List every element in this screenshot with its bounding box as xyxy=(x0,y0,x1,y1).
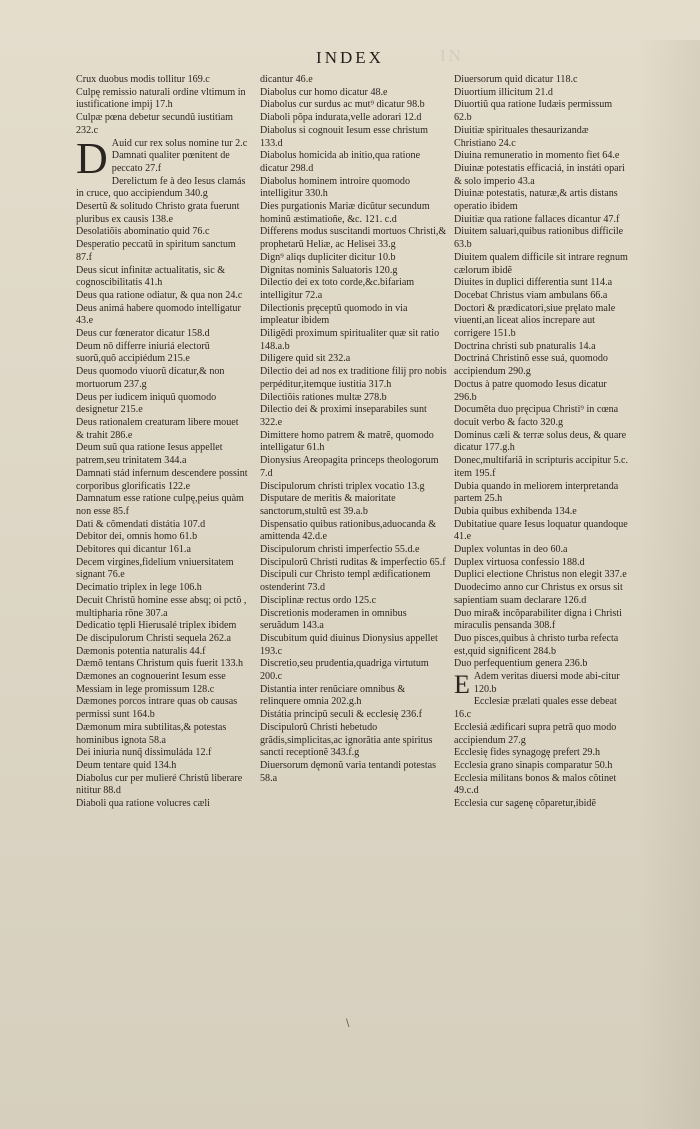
index-entry-text: Deum tentare quid 134.h xyxy=(76,759,177,771)
index-entry xyxy=(260,303,448,328)
index-entry-text: Desperatio peccatũ in spiritum sanctum 87.f xyxy=(76,239,236,263)
index-entry xyxy=(260,226,448,251)
index-entry-text: Auid cur rex solus nomine tur 2.c xyxy=(111,137,248,149)
index-entry-text: Dæmonis potentia naturalis 44.f xyxy=(76,645,206,657)
index-entry-text: Diuitem saluari,quibus rationibus difficile 63.b xyxy=(454,226,624,251)
bleed-through-title: IN xyxy=(440,46,464,65)
index-entry xyxy=(76,493,248,518)
index-entry xyxy=(260,277,448,302)
index-entry xyxy=(260,392,448,405)
index-entry-text: Duo perfequentium genera 236.b xyxy=(454,658,588,670)
index-entry xyxy=(260,201,448,226)
index-entry-text: Duplex voluntas in deo 60.a xyxy=(454,544,568,556)
index-entry xyxy=(260,569,448,594)
index-entry xyxy=(76,341,248,366)
index-entry-text: Culpæ pœna debetur secundũ iustitiam 232.c xyxy=(76,112,233,136)
index-entry xyxy=(454,773,630,798)
index-entry-text: Dionysius Areopagita princeps theologorum 7.d xyxy=(260,455,439,479)
index-entry xyxy=(260,353,448,366)
index-entry-text: Distantia inter renũciare omnibus & relinquere omnia 202.g.h xyxy=(260,683,406,708)
index-entry xyxy=(454,226,630,251)
index-entry-text: Dignitas nominis Saluatoris 120.g xyxy=(260,264,398,276)
index-entry-text: Deus sicut infinitæ actualitatis, sic & cognoscibilitatis 41.h xyxy=(76,264,226,289)
index-entry xyxy=(260,544,448,557)
index-entry xyxy=(454,290,630,303)
page-title: INDEX xyxy=(316,48,384,67)
index-entry-text: Damnati qualiter pœnitent de peccato 27.f xyxy=(111,150,230,174)
index-entry-text: Diabolus cur homo dicatur 48.e xyxy=(260,86,388,98)
index-entry-text: Deus per iudicem iniquũ quomodo designetur 215.e xyxy=(76,391,217,416)
index-entry xyxy=(260,519,448,544)
index-entry-text: Desertũ & solitudo Christo grata fuerunt pluribus ex causis 138.e xyxy=(76,201,240,225)
index-entry xyxy=(260,760,448,785)
index-entry-text: Discretionis moderamen in omnibus seruãdum 143.a xyxy=(260,607,407,632)
index-entry-text: Deus qua ratione odiatur, & qua non 24.c xyxy=(76,289,243,301)
index-entry-text: Doctori & prædicatori,siue pręlato male viuenti,an liceat alios increpare aut corrigere 151.b xyxy=(454,302,616,340)
index-entry-text: Dei iniuria nunq̃ dissimuláda 12.f xyxy=(76,747,212,759)
index-entry-text: Distátia principũ seculi & ecclesię 236.f xyxy=(260,709,423,721)
index-entry-text: Derelictum fe à deo Iesus clamás in cruce, quo accipiendum 340.g xyxy=(76,175,246,200)
index-entry xyxy=(76,442,248,467)
index-entry-text: Dedicatio tępli Hierusalé triplex ibidem xyxy=(76,620,237,632)
index-entry xyxy=(260,608,448,633)
index-entry-text: Dies purgationis Mariæ dicũtur secundum hominũ æstimatioñe, &c. 121. c.d xyxy=(260,201,430,225)
index-entry xyxy=(260,430,448,455)
index-entry xyxy=(454,760,630,773)
index-entry-text: Dubia quando in meliorem interpretanda partem 25.h xyxy=(454,480,619,505)
index-entry xyxy=(454,696,630,721)
index-entry xyxy=(76,392,248,417)
index-entry-text: Diuinæ potestatis efficaciá, in instáti opari & solo imperio 43.a xyxy=(454,162,625,187)
index-entry xyxy=(76,658,248,671)
index-entry xyxy=(76,265,248,290)
dropcap-d: D xyxy=(76,133,108,183)
index-entry-text: Diabolus homicida ab initio,qua ratione dicatur 298.d xyxy=(260,150,421,174)
index-entry xyxy=(260,684,448,709)
index-entry-text: Diabolus hominem introire quomodo intelligitur 330.h xyxy=(260,175,410,200)
index-entry xyxy=(454,99,630,124)
index-entry xyxy=(454,252,630,277)
index-entry-text: Dilectio dei ex toto corde,&c.bifariam intelligitur 72.a xyxy=(260,277,415,301)
index-entry xyxy=(260,74,448,87)
index-entry-text: Donec,multifariã in scripturis accipitur 5.c. item 195.f xyxy=(454,455,629,479)
index-entry xyxy=(454,506,630,519)
index-entry-text: De discipulorum Christi sequela 262.a xyxy=(76,632,232,644)
index-entry xyxy=(454,519,630,544)
index-entry-text: Diligere quid sit 232.a xyxy=(260,353,351,365)
index-entry-text: Discipuli cur Christo templ ædificationem ostenderint 73.d xyxy=(260,569,431,594)
index-entry xyxy=(260,404,448,429)
index-entry xyxy=(76,531,248,544)
index-entry xyxy=(76,519,248,532)
index-entry xyxy=(260,557,448,570)
index-entry xyxy=(454,150,630,163)
index-entry-text: Diuersorum dęmonũ varia tentandi potestas 58.a xyxy=(260,759,437,784)
index-entry xyxy=(260,252,448,265)
index-entry-text: Disputare de meritis & maioritate sanctorum,stultũ est 39.a.b xyxy=(260,493,396,517)
index-entry-text: Debitores qui dicantur 161.a xyxy=(76,544,191,556)
index-entry-text: Documẽta duo pręcipua Christi⁹ in cœna docuit verbo & facto 320.g xyxy=(454,404,619,428)
index-entry xyxy=(454,582,630,607)
index-entry-text: Dæmones an cognouerint Iesum esse Messiam in lege promissum 128.c xyxy=(76,671,226,695)
index-entry xyxy=(76,773,248,798)
index-entry xyxy=(454,633,630,658)
index-entry-text: Duodecimo anno cur Christus ex orsus sit sapientiam suam declarare 126.d xyxy=(454,582,623,606)
index-entry xyxy=(76,696,248,721)
index-entry-text: Dati & cõmendati distátia 107.d xyxy=(76,518,206,530)
index-entry xyxy=(260,265,448,278)
index-entry-text: Disciplinæ rectus ordo 125.c xyxy=(260,594,377,606)
index-entry xyxy=(76,239,248,264)
index-entry-text: Duo mira& incõparabiliter digna i Christi miraculis pensanda 308.f xyxy=(454,607,622,632)
index-entry xyxy=(76,201,248,226)
index-entry xyxy=(76,760,248,773)
index-entry-text: Diligẽdi proximum spiritualiter quæ sit ratio 148.a.b xyxy=(260,328,440,352)
index-entry-text: Diabolus cur per mulieré Christũ liberare nititur 88.d xyxy=(76,772,243,797)
index-entry-text: Dubia quibus exhibenda 134.e xyxy=(454,505,577,517)
index-entry-text: Decuit Christũ homine esse absq; oi pctõ , multipharia rõne 307.a xyxy=(76,594,247,619)
index-entry xyxy=(76,747,248,760)
index-entry-text: Deus rationalem creaturam libere mouet & trahit 286.e xyxy=(76,416,239,441)
index-entry xyxy=(76,417,248,442)
index-entry xyxy=(454,722,630,747)
index-entry-text: Ecclesiæ prælati quales esse debeat 16.c xyxy=(454,696,617,721)
index-entry-text: Discipulorum christi imperfectio 55.d.e xyxy=(260,544,420,556)
index-entry-text: Diuites in duplici differentia sunt 114.a xyxy=(454,277,613,289)
index-entry xyxy=(454,353,630,378)
page-gutter-shadow xyxy=(638,40,700,1129)
index-entry-text: Damnati stád infernum descendere possint corporibus glorificatis 122.e xyxy=(76,467,248,492)
index-entry-text: Diuitiæ qua ratione fallaces dicantur 47.f xyxy=(454,213,620,225)
index-entry-text: Diuinæ potestatis, naturæ,& artis distans operatio ibidem xyxy=(454,188,618,213)
index-entry-text: Doctrina christi sub pnaturalis 14.a xyxy=(454,340,596,352)
index-entry-text: Diuortiũ qua ratione Iudæis permissum 62.b xyxy=(454,99,613,124)
index-entry xyxy=(454,658,630,671)
footer-mark: \ xyxy=(346,1018,350,1029)
index-entry-text: Ecclesia militans bonos & malos cõtinet 49.c.d xyxy=(454,772,617,797)
index-entry xyxy=(76,557,248,582)
index-entry xyxy=(260,658,448,683)
dropcap-e: E xyxy=(454,670,470,700)
index-entry-text: Dominus cæli & terræ solus deus, & quare dicatur 177.g.h xyxy=(454,429,627,454)
index-entry-text: Deum suũ qua ratione Iesus appellet patrem,seu trinitatem 344.a xyxy=(76,442,223,467)
index-entry xyxy=(76,633,248,646)
index-entry xyxy=(76,226,248,239)
index-entry xyxy=(260,481,448,494)
index-entry-text: Desolatiõis abominatio quid 76.c xyxy=(76,226,210,238)
index-entry-text: Diuortium illicitum 21.d xyxy=(454,86,553,98)
index-entry xyxy=(76,646,248,659)
index-entry xyxy=(76,468,248,493)
index-entry xyxy=(260,99,448,112)
index-entry-text: Discipulorum christi triplex vocatio 13.g xyxy=(260,480,425,492)
index-entry-text: Diabolus si cognouit Iesum esse christum 133.d xyxy=(260,124,428,149)
index-entry-text: Dign⁹ aliqs dupliciter dicitur 10.b xyxy=(260,251,396,263)
index-entry xyxy=(454,430,630,455)
index-entry-text: Duplici electione Christus non elegit 337.e xyxy=(454,569,627,581)
index-entry xyxy=(454,544,630,557)
index-entry xyxy=(260,112,448,125)
index-entry-text: Damnatum esse ratione culpę,peius quàm non esse 85.f xyxy=(76,493,244,517)
index-entry xyxy=(260,493,448,518)
index-entry xyxy=(260,595,448,608)
index-entry-text: Docebat Christus viam ambulans 66.a xyxy=(454,289,608,301)
index-entry-text: Dæmones porcos intrare quas ob causas permissi sunt 164.b xyxy=(76,696,238,721)
index-entry xyxy=(454,798,630,811)
index-entry xyxy=(260,87,448,100)
index-entry-text: Decimatio triplex in lege 106.h xyxy=(76,582,202,594)
index-entry xyxy=(76,74,248,87)
index-entry xyxy=(454,455,630,480)
index-entry-text: Debitor dei, omnis homo 61.b xyxy=(76,531,198,543)
index-entry-text: Dæmonum mira subtilitas,& potestas hominibus ignota 58.a xyxy=(76,721,227,746)
index-entry-text: Doctus à patre quomodo Iesus dicatur 296.b xyxy=(454,378,607,403)
index-entry xyxy=(454,277,630,290)
index-entry xyxy=(76,328,248,341)
index-entry xyxy=(454,608,630,633)
index-entry-text: Crux duobus modis tollitur 169.c xyxy=(76,74,210,85)
index-entry-text: Deus animá habere quomodo intelligatur 43.e xyxy=(76,302,241,327)
index-entry-text: Dubitatiue quare Iesus loquatur quandoque 41.e xyxy=(454,518,628,543)
index-entry-text: Dilectio dei & proximi inseparabiles sunt 322.e xyxy=(260,404,427,428)
index-entry-text: Dispensatio quibus rationibus,aduocanda & amittenda 42.d.e xyxy=(260,518,437,543)
index-entry xyxy=(454,670,630,700)
index-entry xyxy=(454,125,630,150)
index-entry-text: Duo pisces,quibus à christo turba refecta est,quid significent 284.b xyxy=(454,632,619,657)
index-entry xyxy=(76,582,248,595)
index-entry xyxy=(260,722,448,760)
index-entry-text: Diaboli põpa indurata,velle adorari 12.d xyxy=(260,112,422,124)
index-entry-text: Discubitum quid diuinus Dionysius appellet 193.c xyxy=(260,632,438,657)
index-entry-text: Diaboli qua ratione volucres cæli xyxy=(76,798,210,810)
index-entry xyxy=(260,366,448,391)
index-entry xyxy=(260,125,448,150)
index-entry xyxy=(454,303,630,341)
index-entry-text: Ecclesia grano sinapis comparatur 50.h xyxy=(454,759,613,771)
index-entry-text: Culpę remissio naturali ordine vltimum in iustificatione impij 17.h xyxy=(76,86,246,111)
index-entry xyxy=(454,569,630,582)
index-entry-text: Dilectiõis rationes multæ 278.b xyxy=(260,391,387,403)
index-entry xyxy=(454,481,630,506)
index-entry xyxy=(454,557,630,570)
index-entry-text: Ecclesia cur sagenę cõparetur,ibidẽ xyxy=(454,798,596,810)
index-entry xyxy=(76,620,248,633)
index-entry xyxy=(260,176,448,201)
index-entry-text: Diuersorum quid dicatur 118.c xyxy=(454,74,578,85)
index-entry xyxy=(76,290,248,303)
index-entry xyxy=(454,188,630,213)
index-entry-text: Diuina remuneratio in momento fiet 64.e xyxy=(454,150,620,162)
index-entry xyxy=(454,74,630,87)
index-entry xyxy=(454,163,630,188)
index-entry xyxy=(454,404,630,429)
index-entry xyxy=(454,341,630,354)
index-entry-text: Dimittere homo patrem & matrẽ, quomodo intelligatur 61.h xyxy=(260,429,434,454)
index-entry-text: Ecclesiá ædificari supra petrã quo modo accipiendum 27.g xyxy=(454,721,617,746)
index-entry-text: Diuitiæ spirituales thesaurizandæ Christiano 24.c xyxy=(454,124,589,149)
index-entry-text: Decem virgines,fidelium vniuersitatem signant 76.e xyxy=(76,556,234,581)
index-entry-text: Discipulorũ Christi ruditas & imperfectio 65.f xyxy=(260,556,446,568)
index-entry xyxy=(260,150,448,175)
index-entry xyxy=(454,379,630,404)
index-entry xyxy=(260,328,448,353)
index-entry xyxy=(454,87,630,100)
index-entry xyxy=(76,87,248,112)
index-entry xyxy=(454,747,630,760)
index-entry-text: Deum nõ differre iniuriá electorũ suorũ,quõ accipiédum 215.e xyxy=(76,340,210,365)
index-entry-text: Doctriná Christinõ esse suá, quomodo accipiendum 290.g xyxy=(454,353,608,378)
index-entry-text: Differens modus suscitandi mortuos Christi,& prophetarũ Heliæ, ac Helisei 33.g xyxy=(260,226,447,251)
index-column-2 xyxy=(260,74,448,785)
index-entry xyxy=(76,595,248,620)
index-entry-text: Deus cur fœnerator dicatur 158.d xyxy=(76,328,210,340)
index-column-1 xyxy=(76,74,248,811)
index-entry-text: Discretio,seu prudentia,quadriga virtutum 200.c xyxy=(260,658,429,683)
index-entry-text: Diuitem qualem difficile sit intrare regnum cælorum ibidẽ xyxy=(454,251,628,276)
index-entry-text: Dilectio dei ad nos ex traditione filij pro nobis perpéditur,itemque iustitia 317.h xyxy=(260,366,447,390)
index-entry xyxy=(454,214,630,227)
index-entry-text: Dilectionis pręceptũ quomodo in via impleatur ibidem xyxy=(260,302,408,327)
index-entry-text: Deus quomodo viuorũ dicatur,& non mortuorum 237.g xyxy=(76,366,225,390)
index-entry xyxy=(76,671,248,696)
index-entry xyxy=(76,722,248,747)
index-entry-text: Discipulorũ Christi hebetudo grãdis,simplicitas,ac ignorãtia ante spiritus sancti receptionẽ 343.f.g xyxy=(260,721,433,759)
index-entry xyxy=(260,633,448,658)
index-entry-text: Dæmõ tentans Christum quis fuerit 133.h xyxy=(76,658,244,670)
index-entry xyxy=(260,709,448,722)
index-entry xyxy=(76,798,248,811)
index-column-3 xyxy=(454,74,630,811)
index-entry xyxy=(76,366,248,391)
index-entry xyxy=(260,455,448,480)
index-entry-text: dicantur 46.e xyxy=(260,74,313,85)
index-entry xyxy=(76,544,248,557)
index-entry-text: Adem veritas diuersi mode abi-citur 120.b xyxy=(473,671,620,695)
index-entry xyxy=(76,303,248,328)
index-entry-text: Duplex virtuosa confessio 188.d xyxy=(454,556,585,568)
index-entry-text: Ecclesię fides synagogę prefert 29.h xyxy=(454,747,601,759)
index-entry-text: Diabolus cur surdus ac mut⁹ dicatur 98.b xyxy=(260,99,425,111)
